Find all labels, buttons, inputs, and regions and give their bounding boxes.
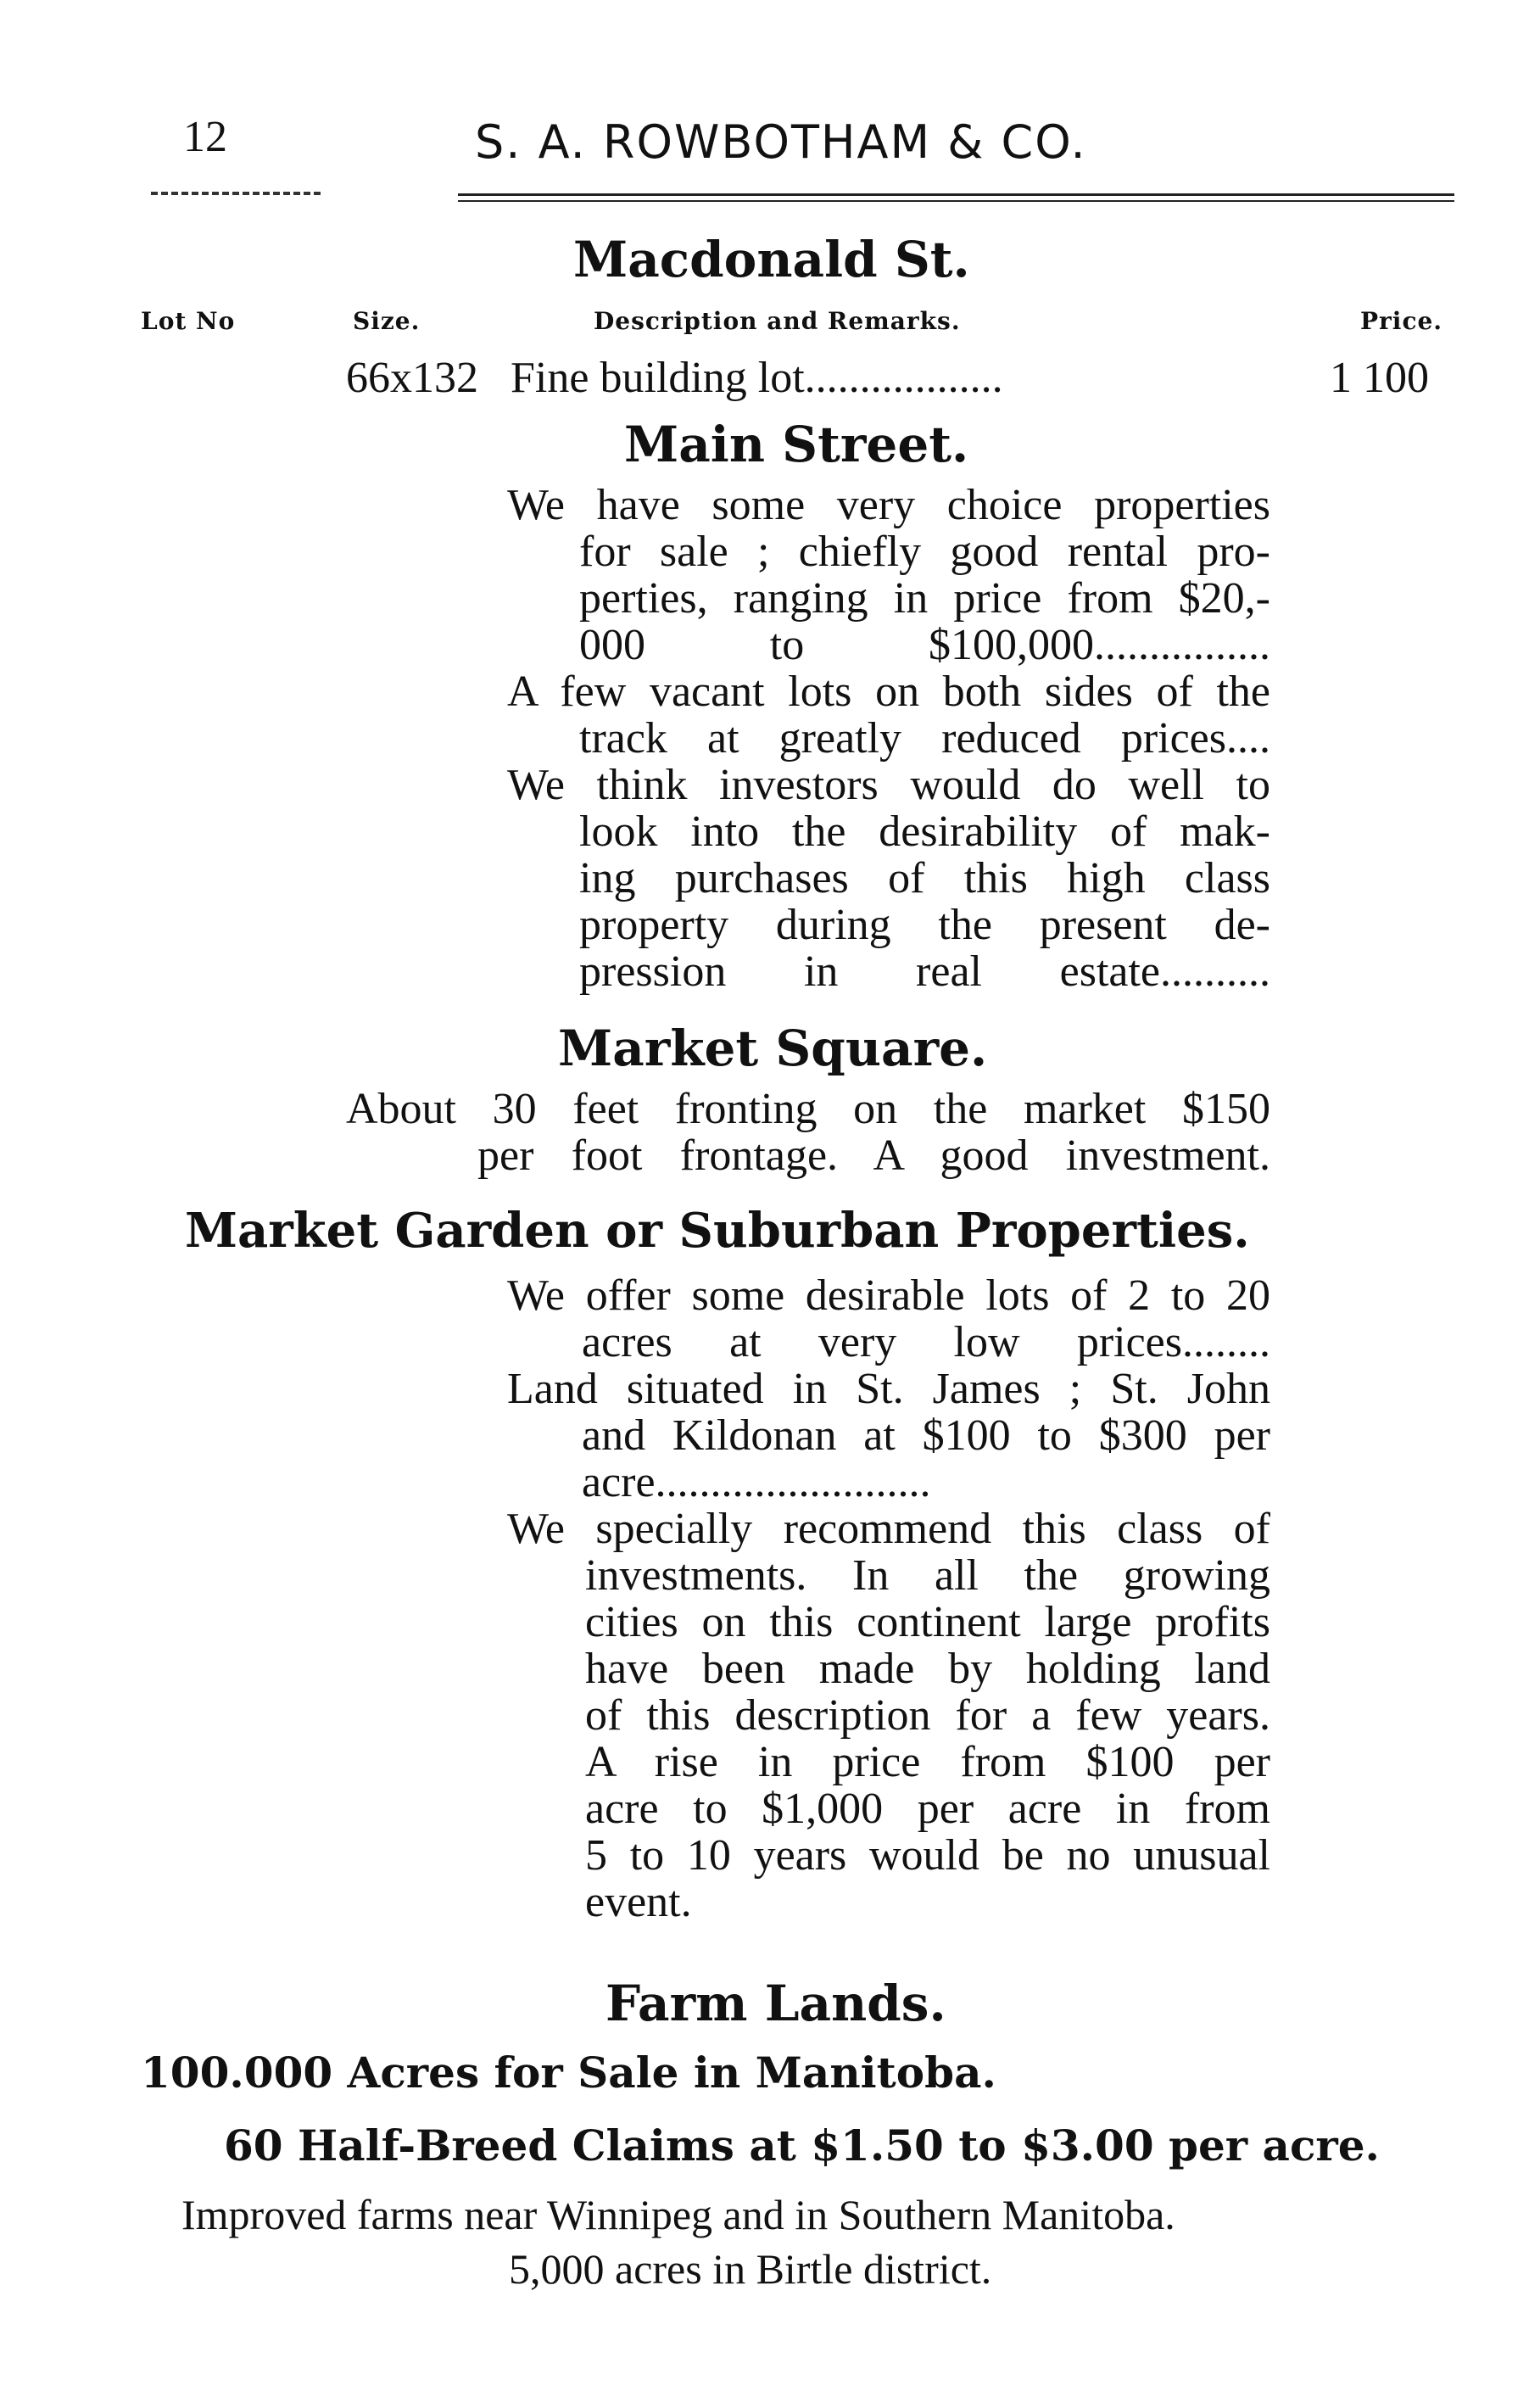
column-header-lot: Lot No: [141, 307, 236, 335]
row-description: Fine building lot..................: [511, 354, 1003, 402]
text-line: for sale ; chiefly good rental pro-: [579, 528, 1270, 576]
text-line: pression in real estate..........: [579, 947, 1270, 996]
text-line: event.: [585, 1878, 692, 1926]
text-line: track at greatly reduced prices....: [579, 714, 1270, 763]
main-street-paragraph: [507, 482, 1270, 995]
text-line: and Kildonan at $100 to $300 per: [582, 1411, 1270, 1460]
column-header-description: Description and Remarks.: [594, 307, 961, 335]
text-line: We have some very choice properties: [507, 481, 1270, 529]
header-rule-short: [151, 192, 321, 195]
heading-farm-lands: Farm Lands.: [605, 1975, 946, 2032]
text-line: We offer some desirable lots of 2 to 20: [507, 1271, 1270, 1320]
row-size: 66x132: [346, 354, 478, 402]
improved-farms-line: Improved farms near Winnipeg and in Southern Manitoba.: [181, 2191, 1175, 2238]
text-line: per foot frontage. A good investment.: [477, 1131, 1270, 1180]
heading-market-square: Market Square.: [558, 1020, 988, 1077]
text-line: cities on this continent large profits: [585, 1598, 1270, 1646]
text-line: acre to $1,000 per acre in from: [585, 1785, 1270, 1833]
text-line: ing purchases of this high class: [579, 854, 1270, 902]
heading-macdonald-st: Macdonald St.: [573, 231, 970, 288]
header-rule: [458, 193, 1454, 202]
text-line: investments. In all the growing: [585, 1551, 1270, 1600]
farm-acres-line: 100.000 Acres for Sale in Manitoba.: [141, 2048, 996, 2098]
text-line: property during the present de-: [579, 901, 1270, 949]
text-line: of this description for a few years.: [585, 1691, 1270, 1740]
market-square-paragraph: [346, 1086, 1270, 1179]
heading-market-garden: Market Garden or Suburban Properties.: [185, 1203, 1250, 1259]
birtle-district-line: 5,000 acres in Birtle district.: [509, 2245, 992, 2293]
market-garden-paragraph: [507, 1272, 1270, 1925]
text-line: have been made by holding land: [585, 1645, 1270, 1693]
text-line: We think investors would do well to: [507, 761, 1270, 809]
text-line: A few vacant lots on both sides of the: [507, 668, 1270, 716]
text-line: 5 to 10 years would be no unusual: [585, 1831, 1270, 1880]
text-line: A rise in price from $100 per: [585, 1738, 1270, 1786]
text-line: We specially recommend this class of: [507, 1505, 1270, 1553]
text-line: acre.........................: [582, 1458, 931, 1506]
heading-main-street: Main Street.: [624, 416, 969, 473]
text-line: Land situated in St. James ; St. John: [507, 1365, 1270, 1413]
half-breed-claims-line: 60 Half-Breed Claims at $1.50 to $3.00 per acre.: [224, 2120, 1380, 2171]
column-header-price: Price.: [1360, 307, 1443, 335]
row-price: 1 100: [1330, 354, 1429, 402]
text-line: 000 to $100,000................: [579, 621, 1270, 669]
running-title: S. A. ROWBOTHAM & CO.: [475, 115, 1087, 169]
column-header-size: Size.: [353, 307, 421, 335]
text-line: perties, ranging in price from $20,-: [579, 574, 1270, 623]
text-line: acres at very low prices........: [582, 1318, 1270, 1366]
text-line: look into the desirability of mak-: [579, 807, 1270, 856]
text-line: About 30 feet fronting on the market $150: [346, 1085, 1270, 1133]
page-number: 12: [183, 113, 227, 161]
